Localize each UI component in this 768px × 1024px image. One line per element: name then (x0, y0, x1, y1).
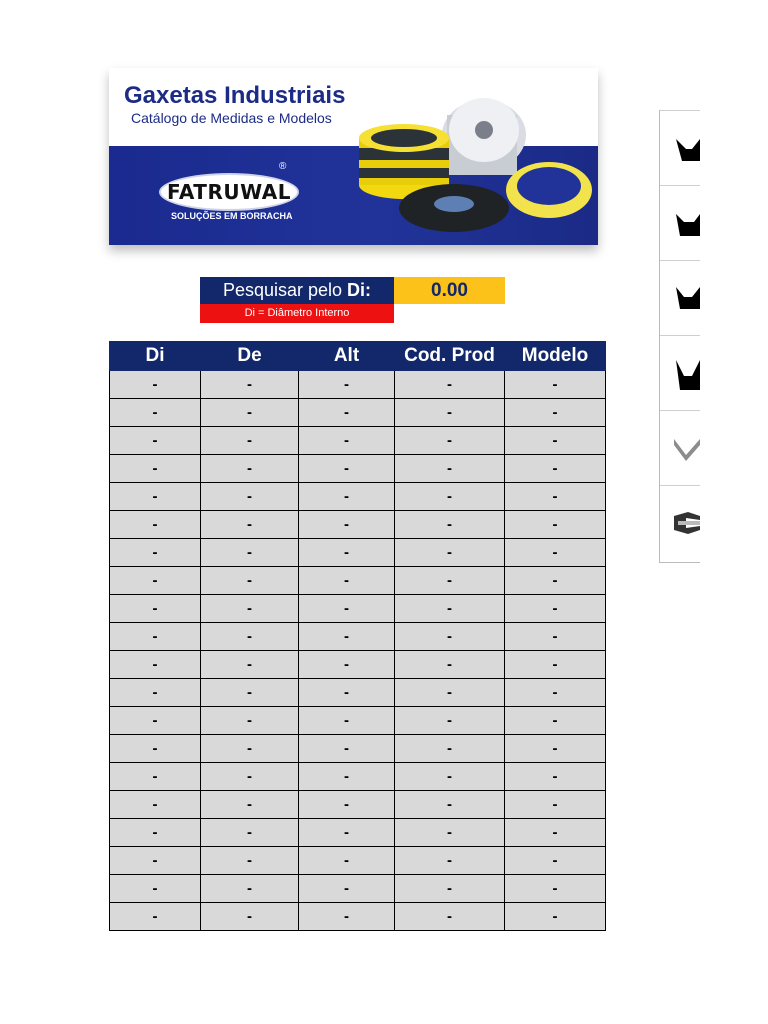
u-cup-profile-icon (674, 281, 700, 311)
profile-cell (660, 485, 700, 560)
cell-alt[interactable]: - (299, 735, 395, 763)
rod-seal-section-icon (674, 506, 700, 540)
table-row (110, 791, 606, 819)
table-row (110, 399, 606, 427)
cell-de[interactable]: - (201, 735, 299, 763)
cell-cod-prod[interactable]: - (395, 427, 505, 455)
cell-alt[interactable]: - (299, 427, 395, 455)
cell-de[interactable]: - (201, 567, 299, 595)
header-alt: Alt (299, 342, 395, 371)
cell-modelo[interactable]: - (505, 651, 606, 679)
cell-alt[interactable]: - (299, 875, 395, 903)
cell-cod-prod[interactable]: - (395, 595, 505, 623)
cell-de[interactable]: - (201, 427, 299, 455)
cell-di[interactable]: - (110, 455, 201, 483)
cell-cod-prod[interactable]: - (395, 455, 505, 483)
search-label-key: Di: (347, 280, 372, 300)
profile-cell (660, 335, 700, 410)
cell-di[interactable]: - (110, 847, 201, 875)
cell-modelo[interactable]: - (505, 595, 606, 623)
cell-di[interactable]: - (110, 399, 201, 427)
table-row (110, 679, 606, 707)
cell-cod-prod[interactable]: - (395, 819, 505, 847)
header-di: Di (110, 342, 201, 371)
cell-di[interactable]: - (110, 875, 201, 903)
cell-di[interactable]: - (110, 483, 201, 511)
table-header-row (110, 342, 606, 371)
cell-modelo[interactable]: - (505, 511, 606, 539)
cell-di[interactable]: - (110, 679, 201, 707)
table-row (110, 763, 606, 791)
cell-modelo[interactable]: - (505, 847, 606, 875)
cell-di[interactable]: - (110, 539, 201, 567)
cell-alt[interactable]: - (299, 567, 395, 595)
cell-modelo[interactable]: - (505, 903, 606, 931)
cell-de[interactable]: - (201, 791, 299, 819)
table-row (110, 539, 606, 567)
cell-alt[interactable]: - (299, 819, 395, 847)
search-di-input[interactable]: 0.00 (394, 277, 505, 304)
cell-cod-prod[interactable]: - (395, 735, 505, 763)
cell-alt[interactable]: - (299, 595, 395, 623)
cell-alt[interactable]: - (299, 371, 395, 399)
cell-alt[interactable]: - (299, 483, 395, 511)
table-row (110, 567, 606, 595)
table-row (110, 903, 606, 931)
table-row (110, 371, 606, 399)
cell-cod-prod[interactable]: - (395, 623, 505, 651)
cell-modelo[interactable]: - (505, 707, 606, 735)
table-row (110, 511, 606, 539)
cell-cod-prod[interactable]: - (395, 651, 505, 679)
u-cup-profile-icon (674, 206, 700, 236)
cell-di[interactable]: - (110, 623, 201, 651)
header-de: De (201, 342, 299, 371)
banner-subtitle: Catálogo de Medidas e Modelos (131, 110, 332, 126)
cell-cod-prod[interactable]: - (395, 539, 505, 567)
cell-alt[interactable]: - (299, 399, 395, 427)
cell-modelo[interactable]: - (505, 455, 606, 483)
brand-name: FATRUWAL (167, 180, 291, 204)
cell-di[interactable]: - (110, 511, 201, 539)
cell-de[interactable]: - (201, 511, 299, 539)
table-row (110, 483, 606, 511)
table-row (110, 847, 606, 875)
search-hint: Di = Diâmetro Interno (200, 304, 394, 323)
cell-de[interactable]: - (201, 623, 299, 651)
deep-u-cup-profile-icon (674, 356, 700, 390)
cell-di[interactable]: - (110, 819, 201, 847)
cell-cod-prod[interactable]: - (395, 483, 505, 511)
cell-alt[interactable]: - (299, 791, 395, 819)
cell-alt[interactable]: - (299, 651, 395, 679)
registered-mark: ® (279, 161, 287, 172)
cell-alt[interactable]: - (299, 511, 395, 539)
cell-cod-prod[interactable]: - (395, 511, 505, 539)
cell-cod-prod[interactable]: - (395, 707, 505, 735)
cell-modelo[interactable]: - (505, 371, 606, 399)
header-modelo: Modelo (505, 342, 606, 371)
gaskets-photo-icon (359, 90, 594, 240)
table-row (110, 427, 606, 455)
cell-de[interactable]: - (201, 875, 299, 903)
cell-de[interactable]: - (201, 819, 299, 847)
results-table (109, 341, 606, 931)
cell-de[interactable]: - (201, 371, 299, 399)
profile-cell (660, 110, 700, 185)
cell-modelo[interactable]: - (505, 567, 606, 595)
brand-logo (159, 173, 299, 211)
cell-de[interactable]: - (201, 707, 299, 735)
cell-modelo[interactable]: - (505, 483, 606, 511)
profile-cell (660, 185, 700, 260)
cell-modelo[interactable]: - (505, 763, 606, 791)
cell-de[interactable]: - (201, 399, 299, 427)
cell-de[interactable]: - (201, 847, 299, 875)
cell-modelo[interactable]: - (505, 819, 606, 847)
cell-de[interactable]: - (201, 763, 299, 791)
v-ring-profile-icon (674, 431, 700, 461)
cell-cod-prod[interactable]: - (395, 371, 505, 399)
brand-tagline: SOLUÇÕES EM BORRACHA (171, 211, 293, 221)
table-row (110, 455, 606, 483)
table-row (110, 875, 606, 903)
cell-cod-prod[interactable]: - (395, 875, 505, 903)
cell-di[interactable]: - (110, 595, 201, 623)
cell-alt[interactable]: - (299, 763, 395, 791)
cell-de[interactable]: - (201, 455, 299, 483)
table-row (110, 623, 606, 651)
catalog-banner (109, 68, 598, 245)
table-row (110, 651, 606, 679)
cell-modelo[interactable]: - (505, 791, 606, 819)
cell-de[interactable]: - (201, 651, 299, 679)
table-body (110, 371, 606, 931)
cell-de[interactable]: - (201, 903, 299, 931)
search-label (200, 277, 394, 304)
cell-di[interactable]: - (110, 903, 201, 931)
cell-modelo[interactable]: - (505, 679, 606, 707)
cell-alt[interactable]: - (299, 455, 395, 483)
cell-alt[interactable]: - (299, 707, 395, 735)
cell-di[interactable]: - (110, 763, 201, 791)
cell-cod-prod[interactable]: - (395, 847, 505, 875)
cell-di[interactable]: - (110, 567, 201, 595)
cell-cod-prod[interactable]: - (395, 399, 505, 427)
cell-di[interactable]: - (110, 427, 201, 455)
cell-cod-prod[interactable]: - (395, 567, 505, 595)
u-cup-profile-icon (674, 131, 700, 161)
cell-cod-prod[interactable]: - (395, 903, 505, 931)
cell-di[interactable]: - (110, 791, 201, 819)
table-row (110, 735, 606, 763)
cell-de[interactable]: - (201, 679, 299, 707)
cell-de[interactable]: - (201, 595, 299, 623)
cell-di[interactable]: - (110, 707, 201, 735)
profile-cell (660, 410, 700, 485)
cell-modelo[interactable]: - (505, 735, 606, 763)
cell-modelo[interactable]: - (505, 539, 606, 567)
search-label-prefix: Pesquisar pelo (222, 280, 348, 300)
profile-cell (660, 260, 700, 335)
cell-modelo[interactable]: - (505, 399, 606, 427)
cell-di[interactable]: - (110, 371, 201, 399)
cell-alt[interactable]: - (299, 623, 395, 651)
cell-alt[interactable]: - (299, 679, 395, 707)
banner-title: Gaxetas Industriais (124, 82, 346, 109)
cell-di[interactable]: - (110, 651, 201, 679)
table-row (110, 595, 606, 623)
cell-alt[interactable]: - (299, 847, 395, 875)
profile-strip (659, 110, 700, 563)
cell-cod-prod[interactable]: - (395, 679, 505, 707)
cell-di[interactable]: - (110, 735, 201, 763)
cell-cod-prod[interactable]: - (395, 791, 505, 819)
cell-de[interactable]: - (201, 539, 299, 567)
cell-modelo[interactable]: - (505, 875, 606, 903)
cell-de[interactable]: - (201, 483, 299, 511)
cell-alt[interactable]: - (299, 539, 395, 567)
header-cod-prod: Cod. Prod (395, 342, 505, 371)
table-row (110, 707, 606, 735)
cell-alt[interactable]: - (299, 903, 395, 931)
cell-cod-prod[interactable]: - (395, 763, 505, 791)
cell-modelo[interactable]: - (505, 623, 606, 651)
table-row (110, 819, 606, 847)
cell-modelo[interactable]: - (505, 427, 606, 455)
